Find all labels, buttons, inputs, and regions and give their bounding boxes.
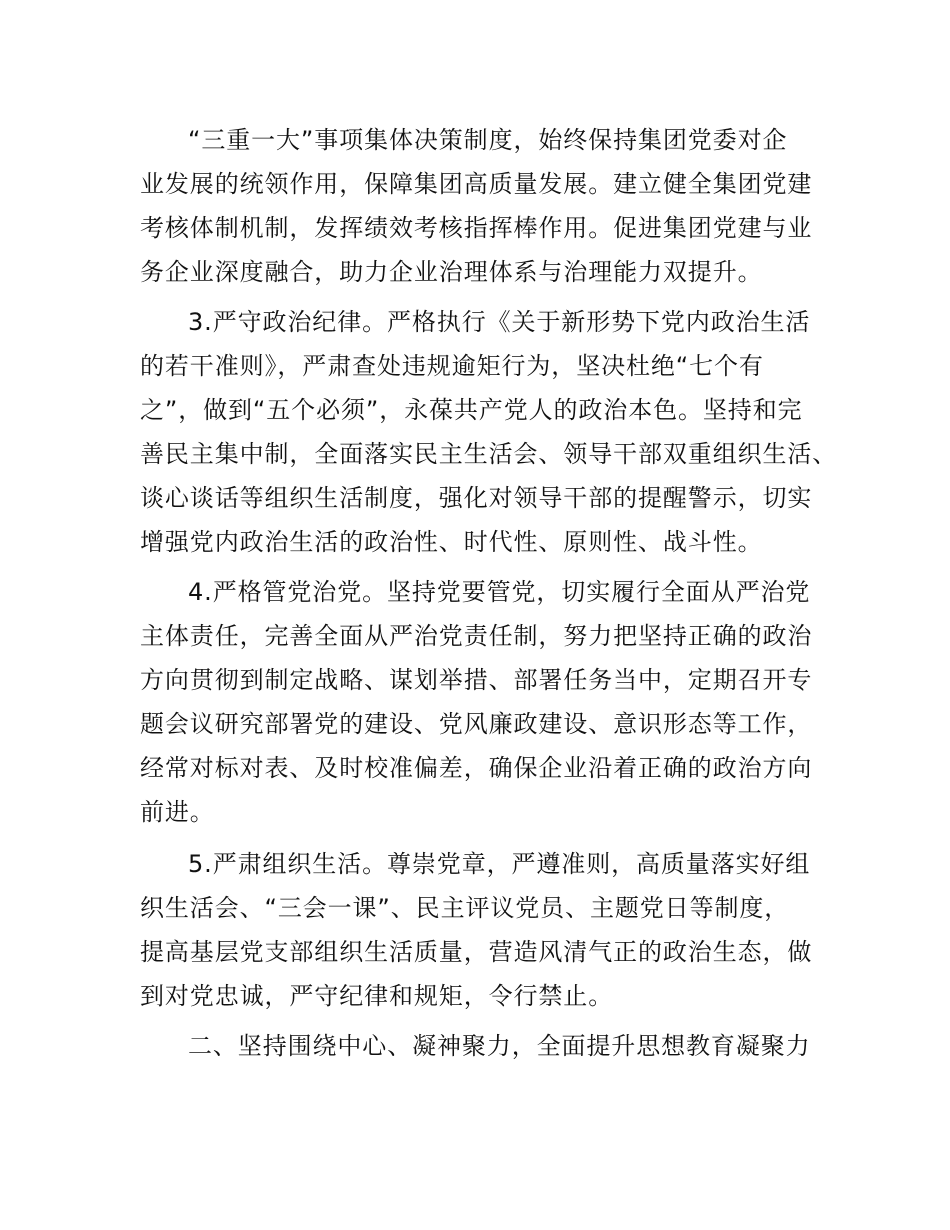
paragraph-organizational-life <box>140 842 830 1018</box>
text-line: 织生活会、“三会一课”、民主评议党员、主题党日等制度， <box>140 894 790 922</box>
text-line: 的若干准则》，严肃查处违规逾矩行为，坚决杜绝“七个有 <box>140 352 764 380</box>
text-line: 4.严格管党治党。坚持党要管党，切实履行全面从严治党 <box>188 578 811 606</box>
section-heading-ideological-education <box>140 1024 830 1068</box>
text-line: 增强党内政治生活的政治性、时代性、原则性、战斗性。 <box>140 528 763 556</box>
text-line: 题会议研究部署党的建设、党风廉政建设、意识形态等工作， <box>140 710 813 738</box>
text-line: 前进。 <box>140 798 215 826</box>
text-line: 经常对标对表、及时校准偏差，确保企业沿着正确的政治方向 <box>140 754 813 782</box>
paragraph-party-governance <box>140 570 830 834</box>
text-line: 5.严肃组织生活。尊崇党章，严遵准则，高质量落实好组 <box>188 850 811 878</box>
text-line: 之”，做到“五个必须”，永葆共产党人的政治本色。坚持和完 <box>140 396 803 424</box>
text-line: 主体责任，完善全面从严治党责任制，努力把坚持正确的政治 <box>140 622 813 650</box>
text-line: 谈心谈话等组织生活制度，强化对领导干部的提醒警示，切实 <box>140 484 813 512</box>
text-line: 考核体制机制，发挥绩效考核指挥棒作用。促进集团党建与业 <box>140 214 813 242</box>
text-line: 3.严守政治纪律。严格执行《关于新形势下党内政治生活 <box>188 308 811 336</box>
section-heading-text: 二、坚持围绕中心、凝神聚力，全面提升思想教育凝聚力 <box>188 1032 811 1060</box>
text-line: “三重一大”事项集体决策制度，始终保持集团党委对企 <box>188 126 788 154</box>
text-line: 到对党忠诚，严守纪律和规矩，令行禁止。 <box>140 982 614 1010</box>
text-line: 方向贯彻到制定战略、谋划举措、部署任务当中，定期召开专 <box>140 666 813 694</box>
text-line: 业发展的统领作用，保障集团高质量发展。建立健全集团党建 <box>140 170 813 198</box>
text-line: 务企业深度融合，助力企业治理体系与治理能力双提升。 <box>140 258 763 286</box>
text-line: 提高基层党支部组织生活质量，营造风清气正的政治生态，做 <box>140 938 813 966</box>
paragraph-three-major-one-large <box>140 118 830 294</box>
paragraph-political-discipline <box>140 300 838 564</box>
text-line: 善民主集中制，全面落实民主生活会、领导干部双重组织生活、 <box>140 440 838 468</box>
